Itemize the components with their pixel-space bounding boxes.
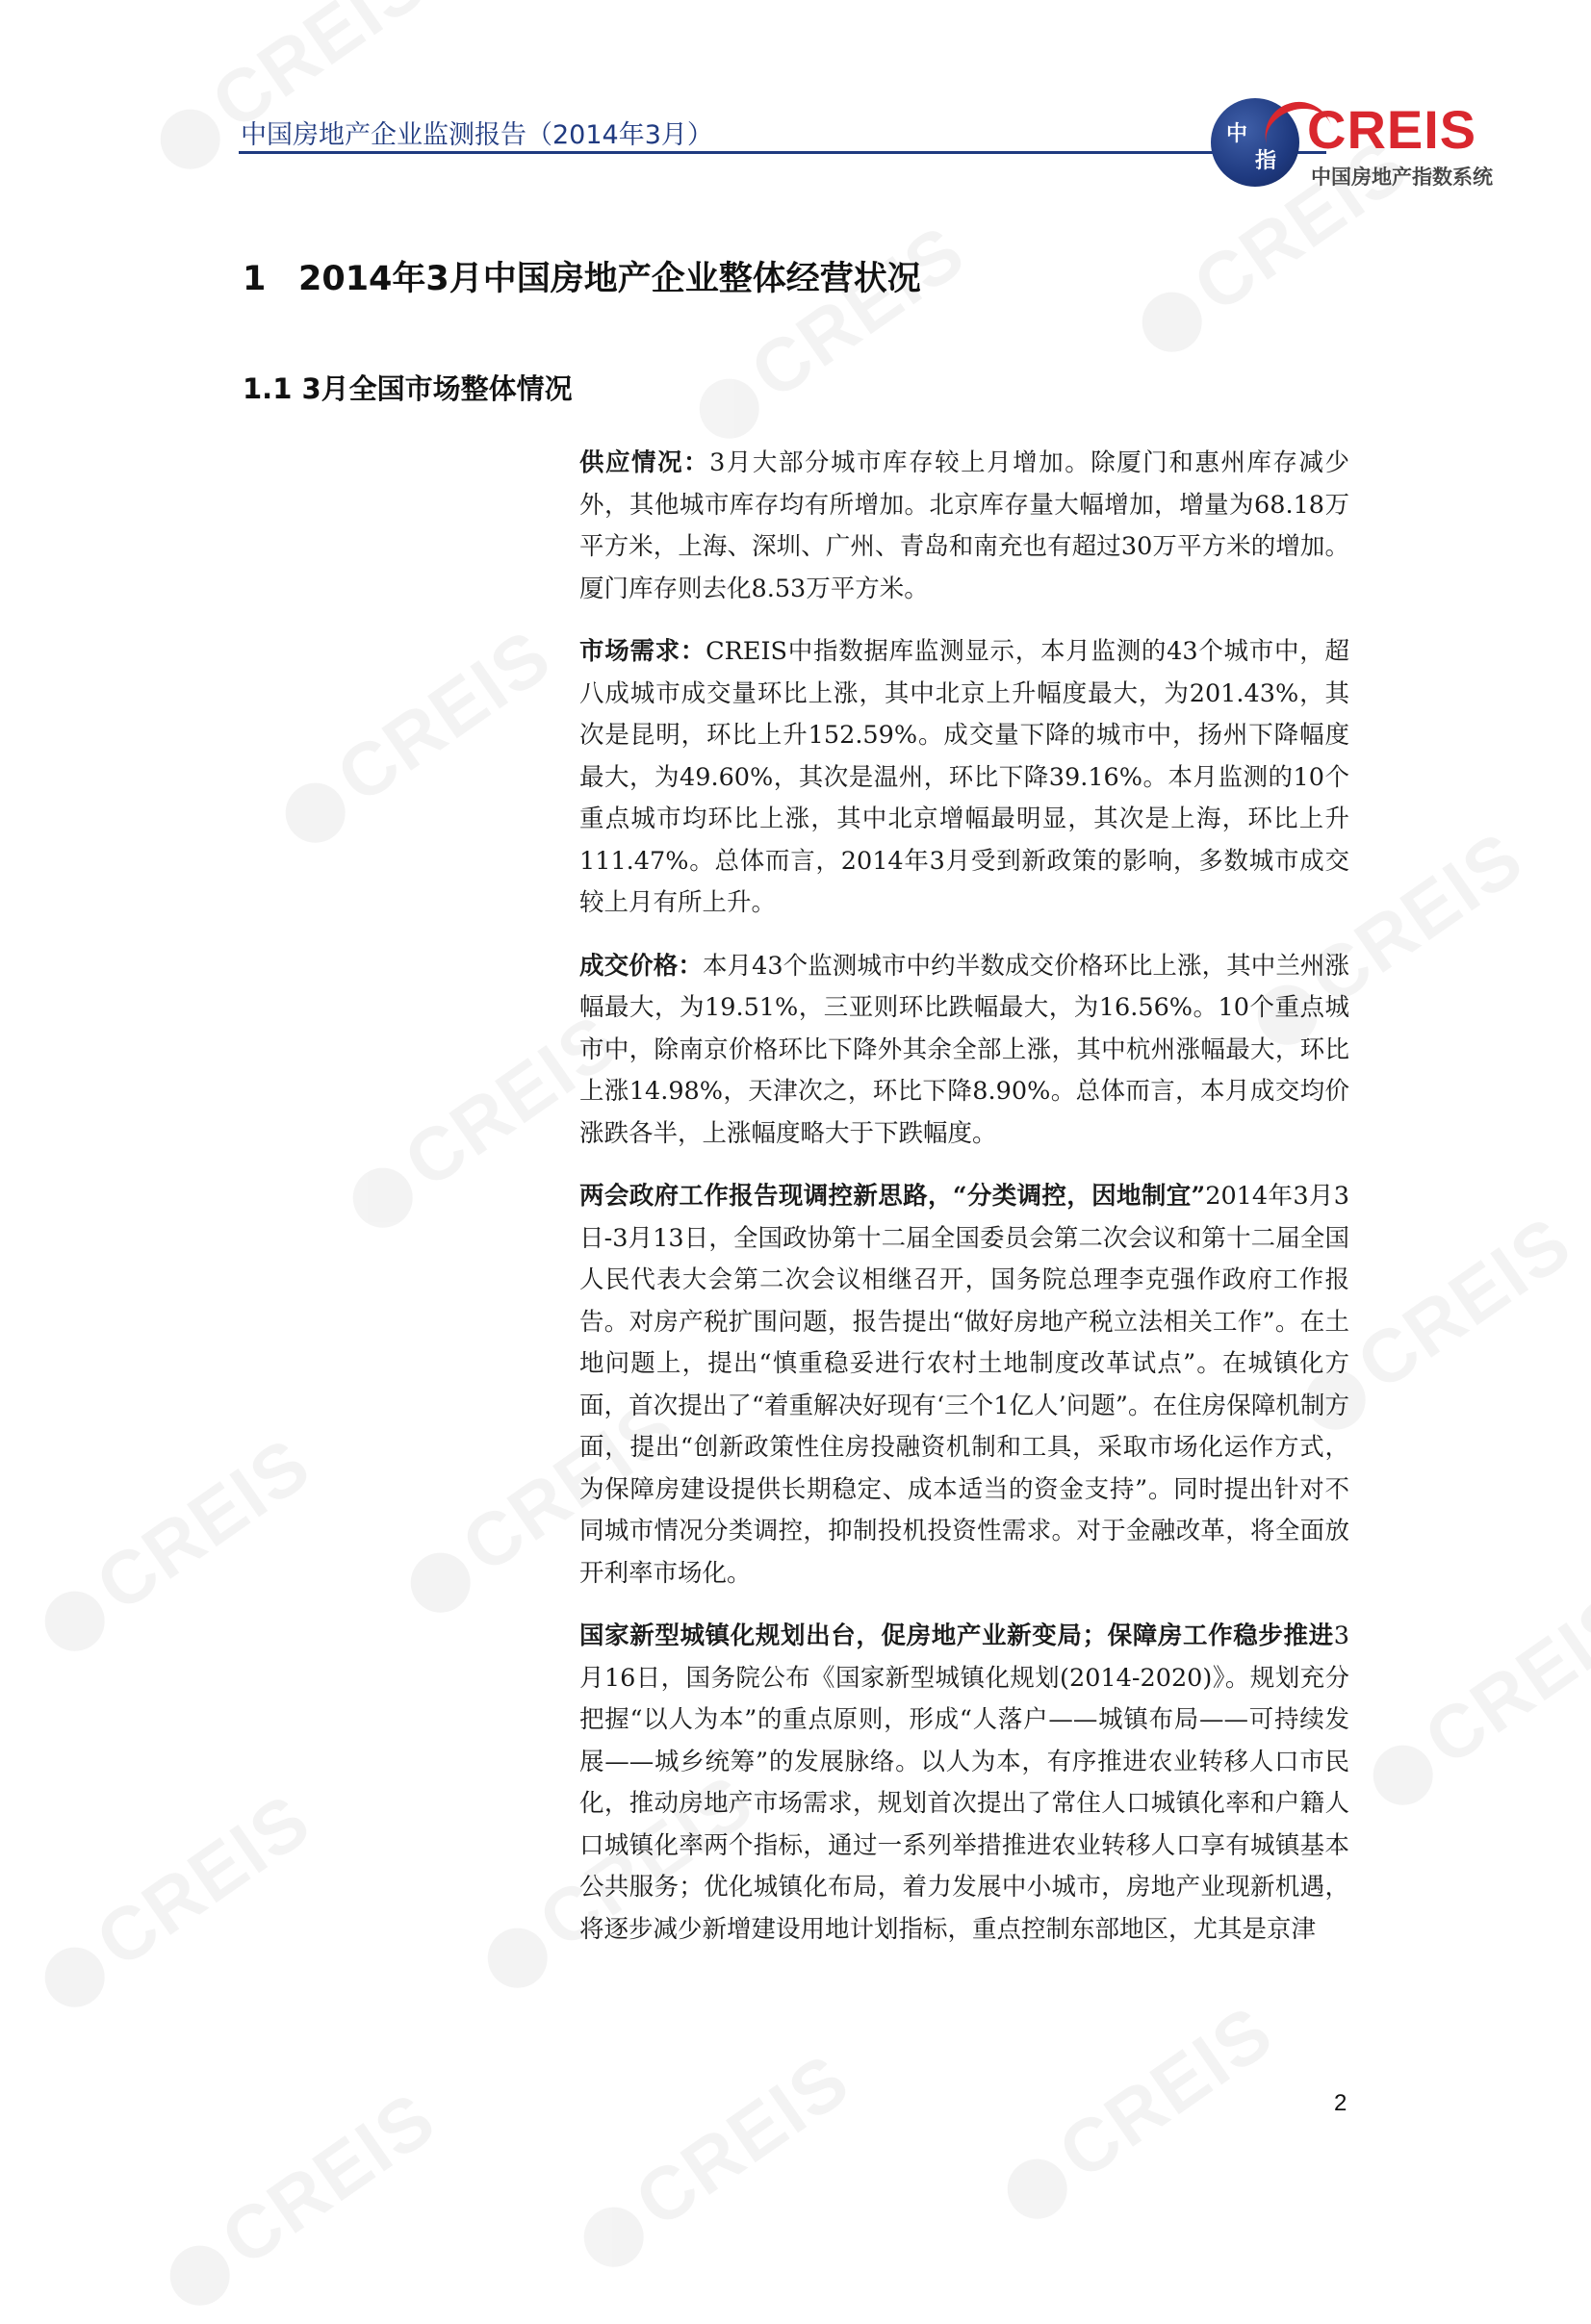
paragraph-two-sessions xyxy=(579,1176,1349,1595)
paragraph-text: 本月43个监测城市中约半数成交价格环比上涨，其中兰州涨幅最大，为19.51%，三亚则环比跌幅最大，为16.56%。10个重点城市中，除南京价格环比下降外其余全部上涨，其中杭州涨幅最大，环比上涨14.98%，天津次之，环比下降8.90%。总体而言，本月成交均价涨跌各半，上涨幅度略大于下跌幅度。 xyxy=(579,951,1349,1148)
paragraph-lead: 国家新型城镇化规划出台，促房地产业新变局；保障房工作稳步推进 xyxy=(579,1622,1334,1650)
watermark xyxy=(22,1776,326,2026)
section-title: 2014年3月中国房地产企业整体经营状况 xyxy=(298,260,921,298)
paragraph-urbanization xyxy=(579,1616,1349,1951)
paragraph-price xyxy=(579,946,1349,1156)
watermark xyxy=(263,612,567,861)
logo-wordmark: CREIS xyxy=(1307,99,1477,160)
report-body xyxy=(579,443,1349,1972)
page-number: 2 xyxy=(1334,2090,1347,2116)
report-header-title: 中国房地产企业监测报告（2014年3月） xyxy=(241,120,713,150)
header-divider xyxy=(239,151,1326,154)
paragraph-text: 3月大部分城市库存较上月增加。除厦门和惠州库存减少外，其他城市库存均有所增加。北京库存量大幅增加，增量为68.18万平方米，上海、深圳、广州、青岛和南充也有超过30万平方米的增加。厦门库存则去化8.53万平方米。 xyxy=(579,448,1349,603)
paragraph-lead: 市场需求： xyxy=(579,637,706,666)
section-number: 1 xyxy=(243,260,267,298)
creis-logo xyxy=(1211,94,1519,191)
watermark xyxy=(147,2075,451,2324)
watermark xyxy=(561,2036,865,2286)
paragraph-text: CREIS中指数据库监测显示，本月监测的43个城市中，超八成城市成交量环比上涨，其中北京上升幅度最大，为201.43%，其次是昆明，环比上升152.59%。成交量下降的城市中，扬州下降幅度最大，为49.60%，其次是温州，环比下降39.16%。本月监测的10个重点城市均环比上涨，其中北京增幅最明显，其次是上海，环比上升111.47%。总体而言，2014年3月受到新政策的影响，多数城市成交较上月有所上升。 xyxy=(579,637,1349,917)
paragraph-text: 3月16日，国务院公布《国家新型城镇化规划(2014-2020)》。规划充分把握“以人为本”的重点原则，形成“人落户——城镇布局——可持续发展——城乡统筹”的发展脉络。以人为本，有序推进农业转移人口市民化，推动房地产市场需求，规划首次提出了常住人口城镇化率和户籍人口城镇化率两个指标，通过一系列举措推进农业转移人口享有城镇基本公共服务；优化城镇化布局，着力发展中小城市，房地产业现新机遇，将逐步减少新增建设用地计划指标，重点控制东部地区，尤其是京津 xyxy=(579,1622,1349,1944)
watermark xyxy=(22,1420,326,1670)
section-heading xyxy=(243,252,921,300)
paragraph-text: 2014年3月3日-3月13日，全国政协第十二届全国委员会第二次会议和第十二届全国人民代表大会第二次会议相继召开，国务院总理李克强作政府工作报告。对房产税扩围问题，报告提出“做好房地产税立法相关工作”。在土地问题上，提出“慎重稳妥进行农村土地制度改革试点”。在城镇化方面，首次提出了“着重解决好现有‘三个1亿人’问题”。在住房保障机制方面，提出“创新政策性住房投融资机制和工具，采取市场化运作方式，为保障房建设提供长期稳定、成本适当的资金支持”。同时提出针对不同城市情况分类调控，抑制投机投资性需求。对于金融改革，将全面放开利率市场化。 xyxy=(579,1182,1350,1588)
paragraph-demand xyxy=(579,631,1349,925)
watermark xyxy=(1350,1574,1591,1824)
paragraph-lead: 供应情况： xyxy=(579,448,710,477)
watermark xyxy=(677,208,981,457)
globe-char: 中 xyxy=(1226,122,1248,146)
logo-subtitle: 中国房地产指数系统 xyxy=(1311,166,1493,189)
globe-char: 指 xyxy=(1255,149,1277,173)
watermark xyxy=(138,0,442,188)
paragraph-supply xyxy=(579,443,1349,610)
watermark xyxy=(985,1988,1289,2237)
paragraph-lead: 成交价格： xyxy=(579,951,703,981)
paragraph-lead: 两会政府工作报告现调控新思路，“分类调控，因地制宜” xyxy=(579,1182,1206,1211)
subsection-heading: 1.1 3月全国市场整体情况 xyxy=(243,372,573,405)
